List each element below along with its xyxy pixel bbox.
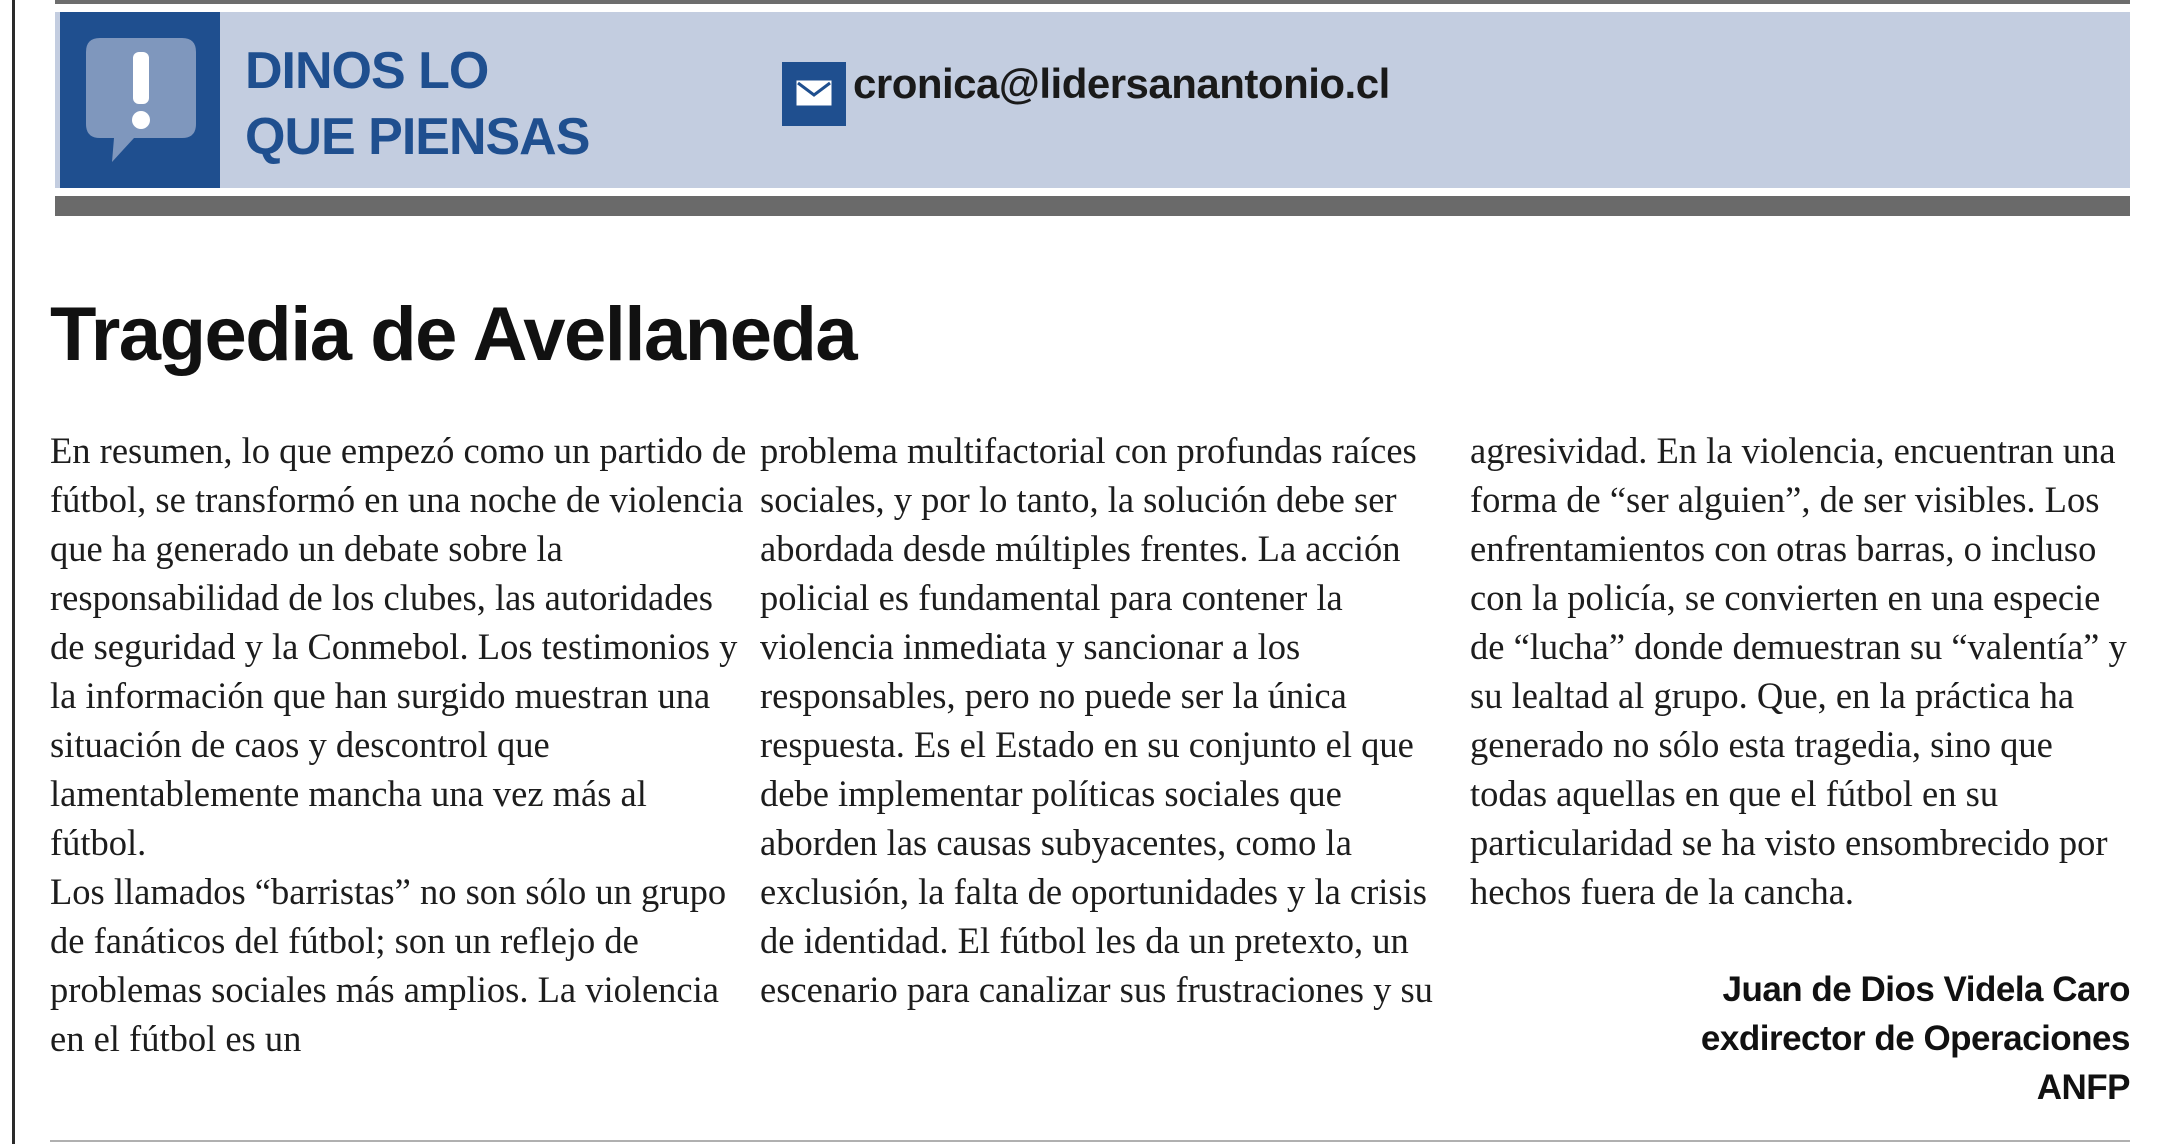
column-3-paragraph: agresividad. En la violencia, encuentran una forma de “ser alguien”, de ser visibles. Los enfrentamientos con otras barras, o incluso con la policía, se convierten en una especie de “lucha” donde demuestran su “valentía” y su lealtad al grupo. Que, en la práctica ha generado no sólo esta tragedia, sino que todas aquellas en que el fútbol en su particularidad se ha visto ensombrecido por hechos fuera de la cancha.: [1470, 430, 2127, 912]
column-2-paragraph: problema multifactorial con profundas raíces sociales, y por lo tanto, la solución debe ser abordada desde múltiples frentes. La acción policial es fundamental para contener la violencia inmediata y sancionar a los responsables, pero no puede ser la única respuesta. Es el Estado en su conjunto el que debe implementar políticas sociales que aborden las causas subyacentes, como la exclusión, la falta de oportunidades y la crisis de identidad. El fútbol les da un pretexto, un escenario para canalizar sus frustraciones y su: [760, 430, 1433, 1010]
page-top-rule: [55, 0, 2130, 4]
author-signature: [1470, 965, 2130, 1112]
article-column-3: [1470, 426, 2130, 916]
column-1-paragraph-1: En resumen, lo que empezó como un partido de fútbol, se transformó en una noche de violencia que ha generado un debate sobre la responsabilidad de los clubes, las autoridades de seguridad y la Conmebol. Los testimonios y la información que han surgido muestran una situación de caos y descontrol que lamentablemente mancha una vez más al fútbol.: [50, 430, 747, 863]
speech-bubble-icon-box: [60, 12, 220, 188]
banner-bottom-bar: [55, 196, 2130, 216]
page-left-rule: [12, 0, 15, 1144]
page-bottom-rule: [50, 1140, 2130, 1142]
letters-banner: [55, 12, 2130, 188]
author-name: Juan de Dios Videla Caro: [1722, 970, 2130, 1009]
article-headline: Tragedia de Avellaneda: [50, 292, 857, 377]
article-column-2: [760, 426, 1460, 1014]
envelope-icon: [782, 62, 846, 126]
article-column-1: [50, 426, 750, 1063]
banner-title-line-1: DINOS LO: [245, 42, 489, 100]
contact-email[interactable]: cronica@lidersanantonio.cl: [853, 60, 1390, 107]
banner-title-line-2: QUE PIENSAS: [245, 108, 590, 166]
author-role: exdirector de Operaciones: [1700, 1019, 2130, 1058]
column-1-paragraph-2: Los llamados “barristas” no son sólo un grupo de fanáticos del fútbol; son un reflejo de problemas sociales más amplios. La violencia en el fútbol es un: [50, 871, 727, 1059]
banner-title: [245, 38, 589, 170]
exclamation-speech-bubble-icon: [82, 34, 200, 170]
author-org: ANFP: [2036, 1068, 2130, 1107]
